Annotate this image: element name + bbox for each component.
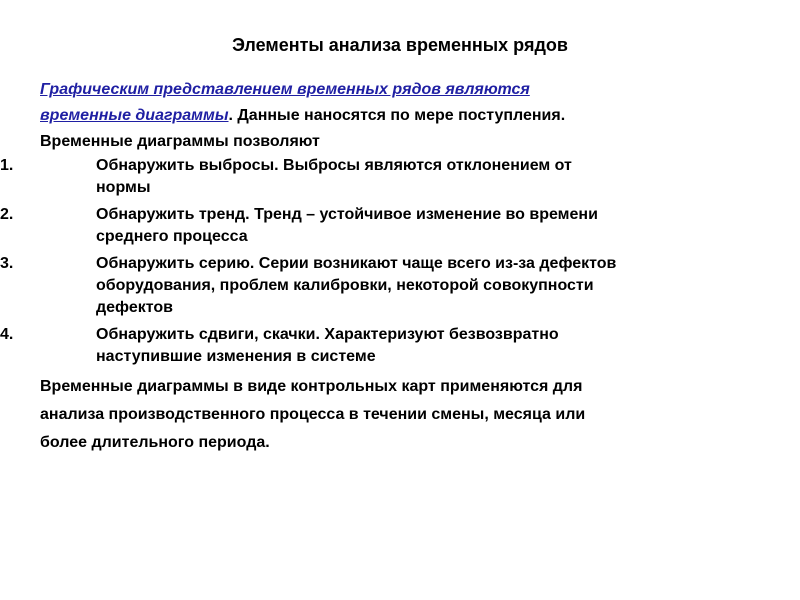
list-item-1 [0,155,770,199]
closing-line-3: более длительного периода. [40,434,270,451]
intro-emphasis-1: Графическим представлением временных рядов являются [40,81,530,98]
slide-title: Элементы анализа временных рядов [232,35,568,55]
list-item-text: среднего процесса [96,228,248,245]
list-item-text: Обнаружить серию. Серии возникают чаще всего из-за дефектов [96,255,617,272]
list-item-text: Обнаружить сдвиги, скачки. Характеризуют безвозвратно [96,326,559,343]
list-item-4 [0,324,770,368]
list-item-text: дефектов [96,299,173,316]
intro-line-3: Временные диаграммы позволяют [40,133,320,150]
slide-content [0,77,770,457]
closing-line-2: анализа производственного процесса в течении смены, месяца или [40,406,586,423]
list-number: 1. [0,157,14,174]
list-item-2 [0,204,770,248]
list-number: 2. [0,206,14,223]
list-item-text: оборудования, проблем калибровки, некоторой совокупности [96,277,594,294]
intro-line-2-rest: . Данные наносятся по мере поступления. [228,107,566,124]
list-number: 4. [0,326,14,343]
list-item-text: Обнаружить выбросы. Выбросы являются отклонением от [96,157,572,174]
list-item-3 [0,253,770,319]
list-item-text: Обнаружить тренд. Тренд – устойчивое изменение во времени [96,206,598,223]
intro-emphasis-2: временные диаграммы [40,107,229,124]
intro-line-1 [40,77,770,103]
numbered-list [0,155,770,368]
intro-line-2 [40,103,770,129]
closing-line-1: Временные диаграммы в виде контрольных карт применяются для [40,378,583,395]
list-item-text: наступившие изменения в системе [96,348,376,365]
list-number: 3. [0,255,14,272]
list-item-text: нормы [96,179,151,196]
closing-paragraph [40,373,770,457]
